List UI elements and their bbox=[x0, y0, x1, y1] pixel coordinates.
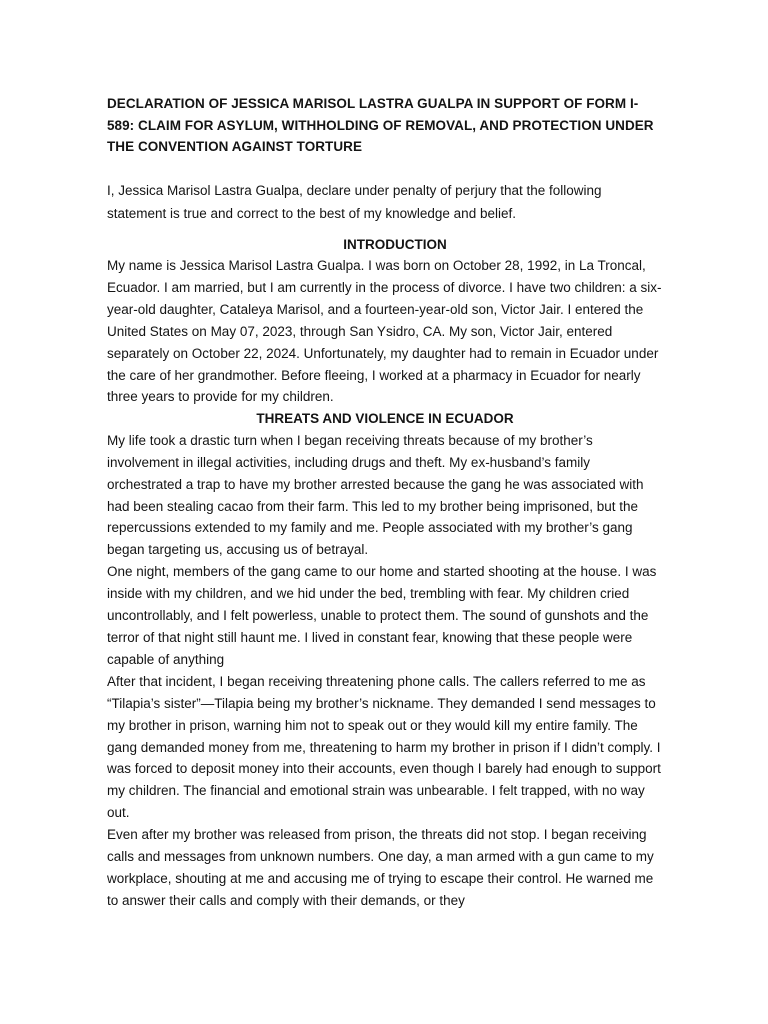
document-page bbox=[107, 93, 663, 912]
declaration-statement: I, Jessica Marisol Lastra Gualpa, declare under penalty of perjury that the following statement is true and correct to the best of my knowledge and belief. bbox=[107, 182, 602, 221]
paragraph-threats-1: My life took a drastic turn when I began receiving threats because of my brother’s involvement in illegal activities, including drugs and theft. My ex-husband’s family orchestrated a trap to have my brother arrested because the gang he was associated with had been stealing cacao from their farm. This led to my brother being imprisoned, but the repercussions extended to my family and me. People associated with my brother’s gang began targeting us, accusing us of betrayal. bbox=[107, 432, 644, 558]
paragraph-threats-4: Even after my brother was released from prison, the threats did not stop. I began receiving calls and messages from unknown numbers. One day, a man armed with a gun came to my workplace, shouting at me and accusing me of trying to escape their control. He warned me to answer their calls and comply with their demands, or they bbox=[107, 827, 654, 908]
paragraph-threats-2: One night, members of the gang came to our home and started shooting at the house. I was inside with my children, and we hid under the bed, trembling with fear. My children cried uncontrollably, and I felt powerless, unable to protect them. The sound of gunshots and the terror of that night still haunt me. I lived in constant fear, knowing that these people were capable of anything bbox=[107, 564, 657, 667]
paragraph-threats-3: After that incident, I began receiving threatening phone calls. The callers referred to me as “Tilapia’s sister”—Tilapia being my brother’s nickname. They demanded I send messages to my brother in prison, warning him not to speak out or they would kill my entire family. The gang demanded money from me, threatening to harm my brother in prison if I didn’t comply. I was forced to deposit money into their accounts, even though I barely had enough to support my children. The financial and emotional strain was unbearable. I felt trapped, with no way out. bbox=[107, 673, 661, 821]
section-heading-introduction: INTRODUCTION bbox=[343, 236, 447, 252]
document-title: DECLARATION OF JESSICA MARISOL LASTRA GUALPA IN SUPPORT OF FORM I-589: CLAIM FOR ASYLUM, WITHHOLDING OF REMOVAL, AND PROTECTION UNDER THE CONVENTION AGAINST TORTURE bbox=[107, 96, 654, 154]
section-heading-threats: THREATS AND VIOLENCE IN ECUADOR bbox=[256, 411, 514, 427]
paragraph-introduction: My name is Jessica Marisol Lastra Gualpa. I was born on October 28, 1992, in La Troncal, Ecuador. I am married, but I am currently in the process of divorce. I have two children: a six-year-old daughter, Cataleya Marisol, and a fourteen-year-old son, Victor Jair. I entered the United States on May 07, 2023, through San Ysidro, CA. My son, Victor Jair, entered separately on October 22, 2024. Unfortunately, my daughter had to remain in Ecuador under the care of her grandmother. Before fleeing, I worked at a pharmacy in Ecuador for nearly three years to provide for my children. bbox=[107, 258, 662, 405]
